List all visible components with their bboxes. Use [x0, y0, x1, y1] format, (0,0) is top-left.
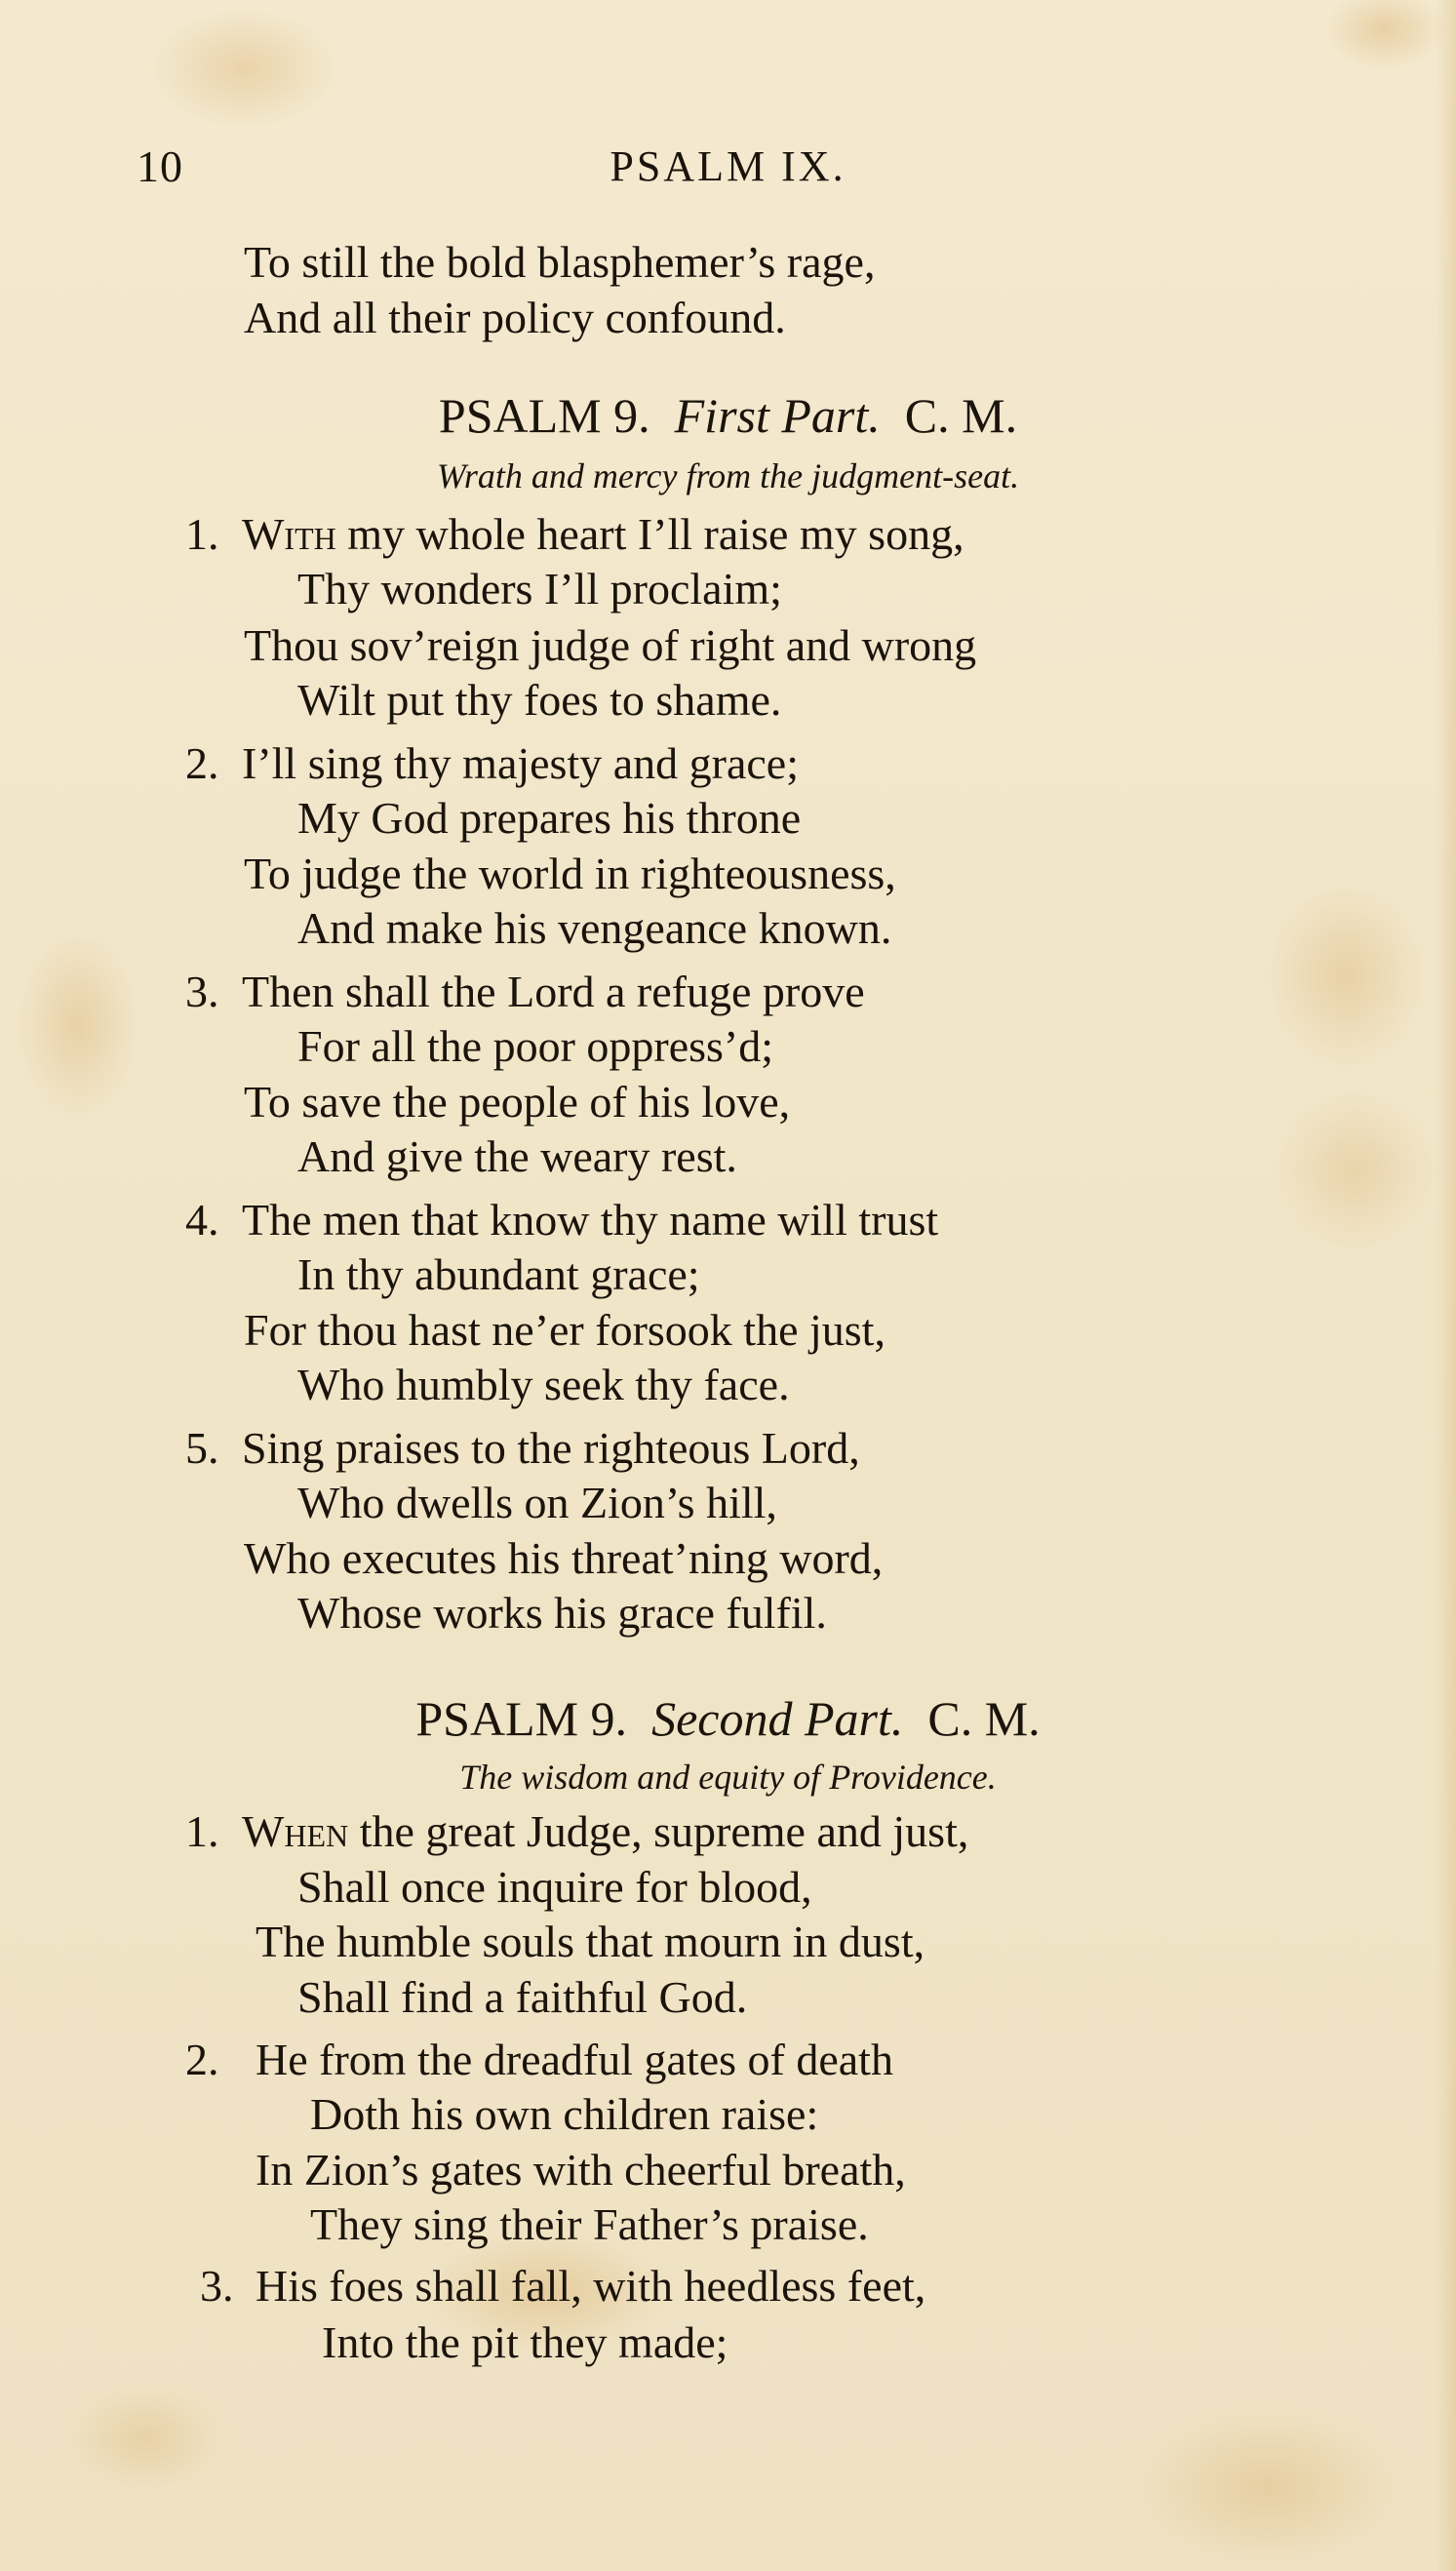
- stanza-line: [242, 1806, 968, 1857]
- stanza-line: Sing praises to the righteous Lord,: [242, 1423, 860, 1473]
- stanza-line: [242, 509, 964, 560]
- stanza-line: He from the dreadful gates of death: [256, 2035, 893, 2084]
- stanza-line: Who executes his threat’ning word,: [244, 1533, 884, 1583]
- psalm-subtitle: The wisdom and equity of Providence.: [459, 1758, 997, 1797]
- stanza-first-line-rest: my whole heart I’ll raise my song,: [335, 509, 964, 559]
- stanza-line: Doth his own children raise:: [310, 2089, 819, 2139]
- psalm-title: PSALM 9.: [438, 388, 650, 443]
- stanza-line: To judge the world in righteousness,: [244, 849, 896, 898]
- stanza-line: In Zion’s gates with cheerful breath,: [256, 2145, 906, 2195]
- psalm-meter: C. M.: [927, 1691, 1041, 1746]
- stanza-initial-word: When: [242, 1806, 349, 1856]
- stanza-number: 2.: [185, 738, 219, 788]
- stanza-line: Thou sov’reign judge of right and wrong: [244, 620, 977, 670]
- stanza-line: Into the pit they made;: [322, 2317, 728, 2367]
- stanza-line: For thou hast ne’er forsook the just,: [244, 1305, 885, 1355]
- stanza-line: His foes shall fall, with heedless feet,: [256, 2261, 926, 2311]
- stanza-line: In thy abundant grace;: [297, 1249, 700, 1299]
- psalm-title: PSALM 9.: [415, 1691, 628, 1746]
- stanza-line: And make his vengeance known.: [297, 903, 892, 953]
- running-head: PSALM IX.: [610, 142, 846, 190]
- psalm-part: Second Part.: [651, 1691, 904, 1746]
- psalm-heading: [0, 1689, 1456, 1748]
- stanza-number: 1.: [185, 1806, 219, 1856]
- stanza-line: The humble souls that mourn in dust,: [256, 1917, 925, 1966]
- stanza-line: Shall once inquire for blood,: [297, 1862, 812, 1912]
- stanza-line: For all the poor oppress’d;: [297, 1021, 774, 1071]
- stanza-line: Thy wonders I’ll proclaim;: [297, 564, 782, 613]
- stanza-first-line-rest: the great Judge, supreme and just,: [348, 1806, 969, 1856]
- stanza-line: Then shall the Lord a refuge prove: [242, 967, 865, 1016]
- stanza-line: Who humbly seek thy face.: [297, 1360, 790, 1409]
- stanza-line: Wilt put thy foes to shame.: [297, 675, 782, 725]
- stanza-number: 4.: [185, 1195, 219, 1245]
- psalm-subtitle: Wrath and mercy from the judgment-seat.: [436, 456, 1020, 495]
- stanza-line: The men that know thy name will trust: [242, 1195, 939, 1245]
- stanza-line: Shall find a faithful God.: [297, 1972, 748, 2022]
- stanza-line: Who dwells on Zion’s hill,: [297, 1478, 777, 1527]
- stanza-line: I’ll sing thy majesty and grace;: [242, 738, 800, 788]
- stanza-line: They sing their Father’s praise.: [310, 2199, 869, 2249]
- stanza-number: 2.: [185, 2035, 219, 2084]
- stanza-initial-word: With: [242, 509, 336, 559]
- carryover-line: To still the bold blasphemer’s rage,: [244, 237, 876, 287]
- page-number: 10: [137, 141, 183, 191]
- stanza-line: And give the weary rest.: [297, 1131, 737, 1181]
- stanza-line: Whose works his grace fulfil.: [297, 1588, 827, 1638]
- stanza-number: 5.: [185, 1423, 219, 1473]
- carryover-line: And all their policy confound.: [244, 293, 786, 342]
- psalm-meter: C. M.: [904, 388, 1018, 443]
- stanza-line: My God prepares his throne: [297, 793, 802, 843]
- stanza-number: 3.: [185, 967, 219, 1016]
- stanza-number: 3.: [200, 2261, 234, 2311]
- stanza-line: To save the people of his love,: [244, 1077, 791, 1127]
- psalm-heading: [0, 386, 1456, 445]
- psalm-part: First Part.: [674, 388, 881, 443]
- stanza-number: 1.: [185, 509, 219, 559]
